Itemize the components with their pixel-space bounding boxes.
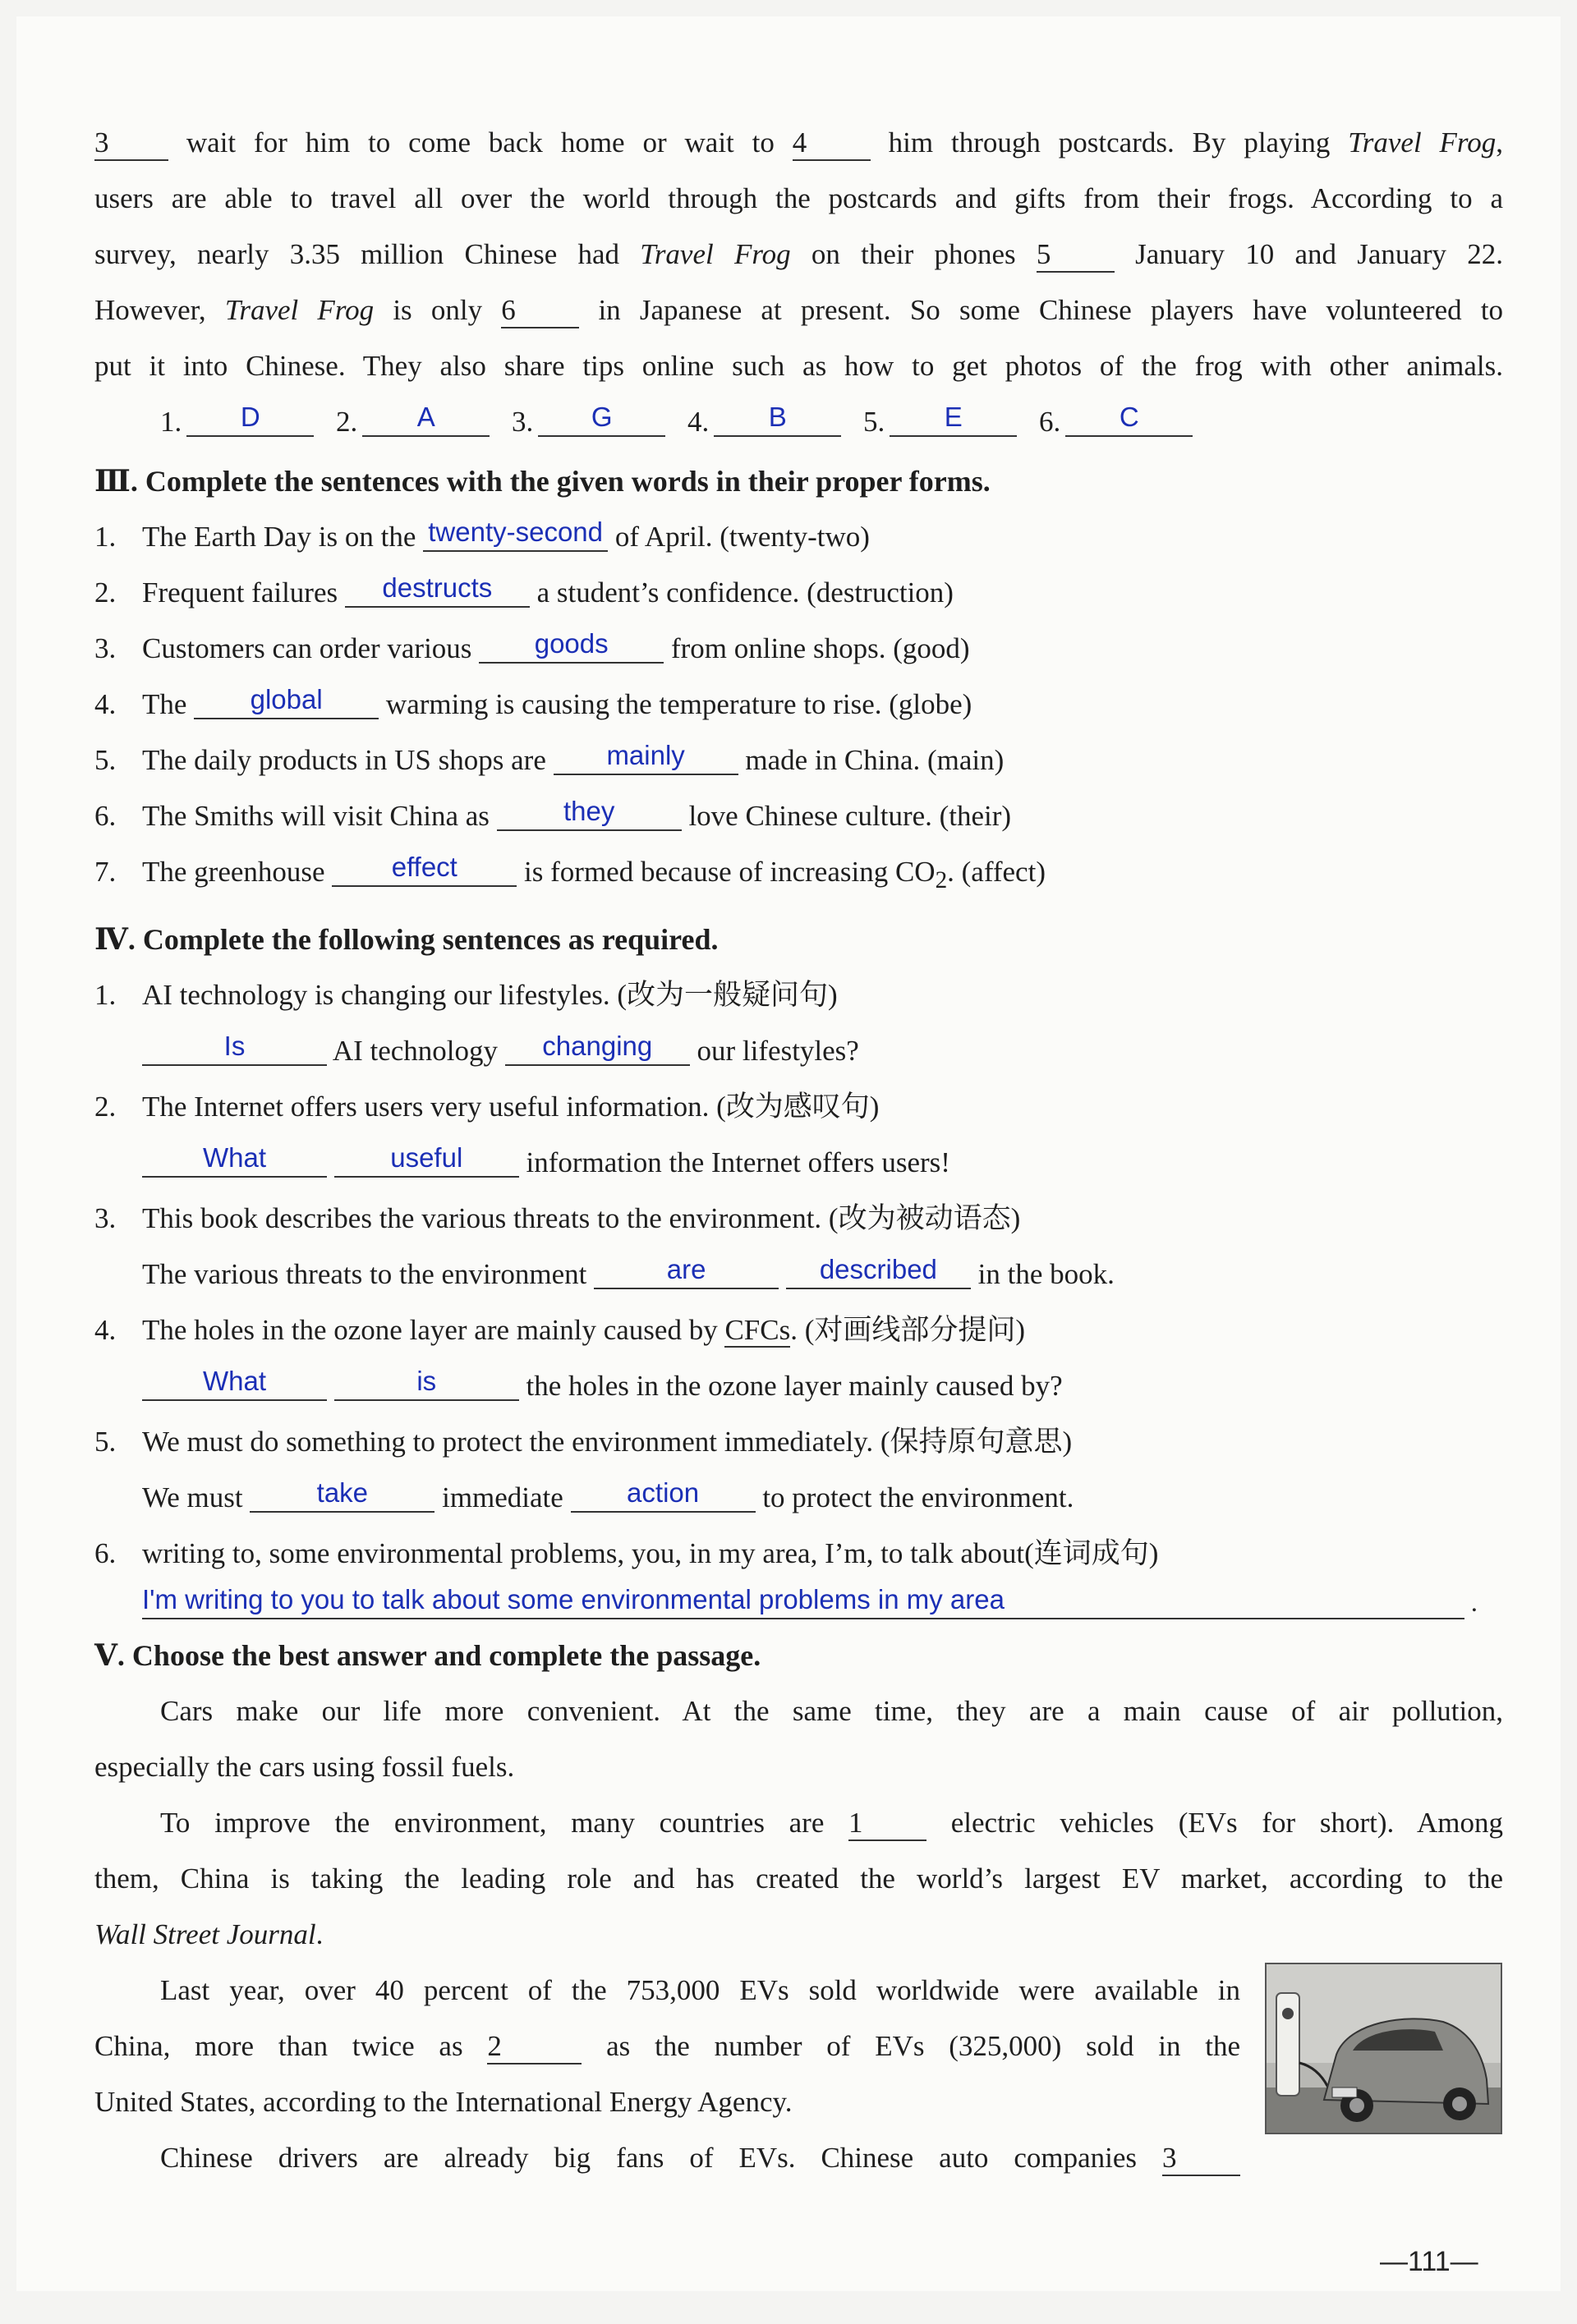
passage-line: them, China is taking the leading role and has created the world’s largest EV market, according to the	[94, 1862, 1503, 1895]
blank-6: 6	[501, 294, 579, 328]
period: .	[315, 1918, 324, 1950]
passage-line	[94, 1795, 1503, 1851]
car-charging-image	[1267, 1964, 1501, 2133]
answer-label: 5.	[863, 406, 885, 438]
passage-line	[94, 1907, 1503, 1963]
answer-field[interactable]: useful	[334, 1140, 519, 1178]
section-heading: Ⅴ. Choose the best answer and complete the passage.	[94, 1639, 761, 1672]
answer-label: 3.	[512, 406, 534, 438]
text: a student’s confidence. (destruction)	[536, 576, 954, 609]
question-text: AI technology is changing our lifestyles. (改为一般疑问句)	[142, 979, 838, 1011]
text: Frequent failures	[142, 576, 338, 609]
text: our lifestyles?	[697, 1035, 859, 1067]
game-title: Travel Frog	[640, 238, 791, 270]
answer-field[interactable]: G	[538, 399, 665, 437]
text: wait for him to come back home or wait to	[186, 126, 775, 158]
passage-line	[94, 227, 1503, 282]
text: is formed because of increasing CO	[524, 856, 936, 888]
subscript: 2	[935, 867, 948, 893]
question	[94, 677, 1503, 733]
passage-line: especially the cars using fossil fuels.	[94, 1751, 515, 1783]
question-number: 5.	[94, 1426, 117, 1458]
answer-field[interactable]: E	[890, 399, 1017, 437]
text: Chinese drivers are already big fans of EVs. Chinese auto companies	[160, 2142, 1138, 2174]
blank-2: 2	[487, 2030, 582, 2065]
section-heading: Ⅳ. Complete the following sentences as required.	[94, 923, 719, 956]
game-title: Travel Frog	[224, 294, 375, 326]
answer-field[interactable]: destructs	[345, 570, 530, 608]
answer-field[interactable]: take	[250, 1475, 434, 1513]
answer-field[interactable]: C	[1065, 399, 1193, 437]
passage-text-column	[94, 1963, 1240, 2186]
question-number: 3.	[94, 1202, 117, 1234]
passage-line	[94, 115, 1503, 171]
question-number: 4.	[94, 1314, 117, 1346]
text: survey, nearly 3.35 million Chinese had	[94, 238, 620, 270]
passage-line	[94, 282, 1503, 338]
text: as the number of EVs (325,000) sold in the	[606, 2030, 1240, 2062]
question	[94, 844, 1503, 908]
answer-field[interactable]: action	[571, 1475, 756, 1513]
question	[94, 1191, 1503, 1247]
text: The	[142, 688, 187, 720]
answer-field[interactable]: D	[186, 399, 314, 437]
text: immediate	[442, 1481, 563, 1513]
text: The holes in the ozone layer are mainly caused by	[142, 1314, 718, 1346]
answer-field[interactable]: are	[594, 1252, 779, 1289]
question-number: 4.	[94, 688, 117, 720]
answer-field[interactable]: global	[194, 682, 379, 719]
page-number: —111—	[1380, 2246, 1478, 2277]
question	[94, 565, 1503, 621]
underlined-text: CFCs	[724, 1314, 791, 1346]
text: the holes in the ozone layer mainly caused by?	[526, 1370, 1063, 1402]
question-number: 6.	[94, 800, 117, 832]
text: . (affect)	[947, 856, 1046, 888]
text: electric vehicles (EVs for short). Among	[950, 1807, 1504, 1839]
text: . (对画线部分提问)	[790, 1314, 1026, 1346]
answer-field[interactable]: twenty-second	[423, 514, 608, 552]
answer-line	[94, 1358, 1503, 1414]
answer-field[interactable]: mainly	[554, 737, 738, 775]
answer-label: 2.	[336, 406, 358, 438]
text: information the Internet offers users!	[526, 1146, 950, 1178]
question-number: 2.	[94, 1091, 117, 1123]
text: AI technology	[332, 1035, 499, 1067]
question-text: This book describes the various threats to the environment. (改为被动语态)	[142, 1202, 1021, 1234]
game-title: Travel Frog	[1348, 126, 1497, 158]
passage-line: users are able to travel all over the world through the postcards and gifts from their frogs. According to a	[94, 182, 1503, 214]
question-number: 1.	[94, 979, 117, 1011]
blank-3: 3	[94, 126, 168, 161]
passage-line	[94, 2130, 1240, 2186]
blank-3: 3	[1162, 2142, 1240, 2176]
publication-title: Wall Street Journal	[94, 1918, 316, 1950]
question-number: 2.	[94, 576, 117, 609]
question-number: 1.	[94, 521, 117, 553]
blank-5: 5	[1037, 238, 1115, 273]
passage-line: Last year, over 40 percent of the 753,000 EVs sold worldwide were available in	[160, 1974, 1240, 2006]
question-text: The Internet offers users very useful information. (改为感叹句)	[142, 1091, 880, 1123]
text: The daily products in US shops are	[142, 744, 546, 776]
question	[94, 967, 1503, 1023]
text: To improve the environment, many countries are	[160, 1807, 825, 1839]
answer-field[interactable]: goods	[479, 626, 664, 664]
text: is only	[393, 294, 483, 326]
question	[94, 788, 1503, 844]
text: The greenhouse	[142, 856, 325, 888]
answer-field[interactable]: B	[714, 399, 841, 437]
text: The Smiths will visit China as	[142, 800, 490, 832]
electric-car-photo	[1265, 1963, 1502, 2134]
question-number: 7.	[94, 856, 117, 888]
text: him through postcards. By playing	[888, 126, 1331, 158]
answer-field[interactable]: effect	[332, 849, 517, 887]
answer-field[interactable]: is	[334, 1363, 519, 1401]
text: We must	[142, 1481, 243, 1513]
text: The Earth Day is on the	[142, 521, 416, 553]
question	[94, 621, 1503, 677]
question	[94, 1526, 1503, 1582]
answer-label: 4.	[687, 406, 710, 438]
text: The various threats to the environment	[142, 1258, 587, 1290]
text: in the book.	[977, 1258, 1115, 1290]
text: Customers can order various	[142, 632, 472, 664]
answer-field[interactable]: A	[362, 399, 490, 437]
answer-line	[94, 1023, 1503, 1079]
question	[94, 509, 1503, 565]
page-content	[94, 115, 1503, 2186]
answer-text: I'm writing to you to talk about some environmental problems in my area	[142, 1584, 1005, 1614]
answer-line	[94, 1135, 1503, 1191]
passage-with-photo	[94, 1963, 1503, 2186]
period: .	[1470, 1588, 1478, 1618]
passage-line: put it into Chinese. They also share tips online such as how to get photos of the frog with other animals.	[94, 350, 1503, 382]
answer-field[interactable]: Is	[142, 1028, 327, 1066]
answer-label: 1.	[160, 406, 182, 438]
answer-field[interactable]: What	[142, 1140, 327, 1178]
text: from online shops. (good)	[670, 632, 970, 664]
text: warming is causing the temperature to rise. (globe)	[385, 688, 972, 720]
answer-line	[94, 1247, 1503, 1302]
question-number: 3.	[94, 632, 117, 664]
answer-line	[94, 1470, 1503, 1526]
text: in Japanese at present. So some Chinese players have volunteered to	[598, 294, 1504, 326]
question	[94, 1414, 1503, 1470]
answer-row	[94, 394, 1503, 450]
question	[94, 733, 1503, 788]
passage-line: United States, according to the International Energy Agency.	[94, 2086, 793, 2118]
text: made in China. (main)	[745, 744, 1005, 776]
answer-field[interactable]: they	[497, 793, 682, 831]
section-heading: Ⅲ. Complete the sentences with the given words in their proper forms.	[94, 465, 991, 498]
question-number: 6.	[94, 1537, 117, 1569]
text: love Chinese culture. (their)	[688, 800, 1012, 832]
question	[94, 1302, 1503, 1358]
text: of April. (twenty-two)	[614, 521, 870, 553]
passage-line	[94, 2019, 1240, 2074]
text: January 10 and January 22.	[1135, 238, 1504, 270]
text: to protect the environment.	[762, 1481, 1074, 1513]
question-text: writing to, some environmental problems, you, in my area, I’m, to talk about(连词成句)	[142, 1537, 1159, 1569]
comma: ,	[1496, 126, 1504, 158]
answer-label: 6.	[1039, 406, 1061, 438]
blank-4: 4	[793, 126, 871, 161]
question-text: We must do something to protect the environment immediately. (保持原句意思)	[142, 1426, 1073, 1458]
passage-line: Cars make our life more convenient. At the same time, they are a main cause of air pollution,	[160, 1695, 1503, 1727]
text: on their phones	[811, 238, 1016, 270]
answer-field-long[interactable]	[142, 1582, 1478, 1619]
question	[94, 1079, 1503, 1135]
blank-1: 1	[848, 1807, 926, 1841]
text: However,	[94, 294, 206, 326]
answer-field[interactable]: changing	[505, 1028, 690, 1066]
text: China, more than twice as	[94, 2030, 463, 2062]
question-number: 5.	[94, 744, 117, 776]
answer-field[interactable]: What	[142, 1363, 327, 1401]
workbook-page	[16, 16, 1561, 2291]
answer-field[interactable]: described	[786, 1252, 971, 1289]
